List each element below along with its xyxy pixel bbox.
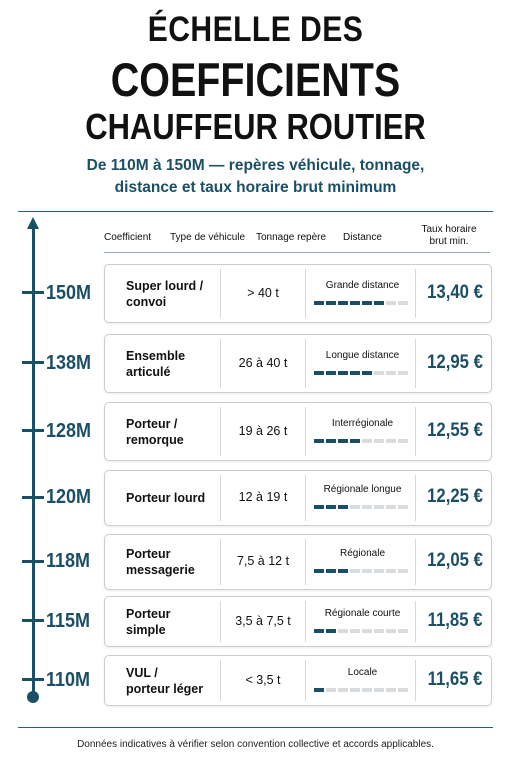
axis-tick — [22, 291, 44, 294]
distance-bar-segment — [386, 569, 396, 573]
distance-bar-segment — [362, 505, 372, 509]
vehicle-type: Super lourd / convoi — [126, 278, 204, 309]
distance-label: Grande distance — [325, 279, 400, 291]
distance-bar — [314, 505, 411, 509]
axis-tick — [22, 678, 44, 681]
distance-bar-segment — [338, 569, 348, 573]
vehicle-type: Ensemble articulé — [126, 348, 186, 379]
tonnage-value: 12 à 19 t — [238, 490, 288, 504]
column-divider — [305, 269, 306, 318]
distance-bar-segment — [386, 301, 396, 305]
hourly-rate: 12,55 € — [427, 419, 483, 441]
distance-bar-segment — [350, 371, 360, 375]
vehicle-type: Porteur simple — [126, 606, 171, 637]
distance-label: Interrégionale — [331, 417, 394, 429]
title-line-3: CHAUFFEUR ROUTIER — [85, 106, 426, 147]
distance-bar-segment — [314, 505, 324, 509]
distance-bar-segment — [362, 301, 372, 305]
distance-bar-segment — [326, 629, 336, 633]
tonnage-value: < 3,5 t — [245, 672, 281, 687]
column-divider — [415, 660, 416, 701]
tonnage-value: 26 à 40 t — [238, 355, 288, 370]
tonnage-value: 3,5 à 7,5 t — [235, 613, 291, 628]
subtitle-line-1: De 110M à 150M — repères véhicule, tonnage, — [86, 157, 425, 174]
vehicle-type: VUL / porteur léger — [126, 665, 204, 696]
distance-bar-segment — [374, 371, 384, 375]
coefficient-label: 120M — [46, 486, 92, 508]
distance-bar-segment — [398, 301, 408, 305]
column-divider — [415, 601, 416, 642]
axis-tick — [22, 429, 44, 432]
distance-bar-segment — [362, 569, 372, 573]
title-line-1: ÉCHELLE DES — [147, 10, 364, 49]
column-divider — [415, 475, 416, 521]
axis-end-dot — [27, 691, 39, 703]
coefficient-label: 110M — [46, 668, 91, 691]
distance-bar-segment — [338, 505, 348, 509]
column-header-vehicle: Type de véhicule — [170, 232, 246, 243]
distance-label: Régionale longue — [323, 484, 402, 495]
column-divider — [305, 601, 306, 642]
distance-bar — [314, 688, 411, 692]
distance-bar-segment — [338, 629, 348, 633]
distance-bar-segment — [350, 629, 360, 633]
distance-bar-segment — [326, 505, 336, 509]
hourly-rate: 11,85 € — [427, 609, 483, 631]
distance-bar — [314, 439, 411, 443]
column-divider — [415, 539, 416, 585]
distance-bar-segment — [398, 439, 408, 443]
column-header-coefficient: Coefficient — [104, 232, 152, 243]
distance-label: Locale — [347, 666, 378, 678]
distance-bar-segment — [398, 688, 408, 692]
table-row — [104, 264, 492, 323]
coefficient-label: 118M — [46, 550, 91, 572]
distance-bar-segment — [350, 301, 360, 305]
distance-bar-segment — [398, 569, 408, 573]
column-header-tonnage: Tonnage repère — [256, 232, 327, 243]
column-divider — [305, 339, 306, 388]
column-divider — [415, 339, 416, 388]
vehicle-type: Porteur messagerie — [126, 547, 195, 577]
distance-bar-segment — [338, 301, 348, 305]
column-divider — [305, 475, 306, 521]
distance-bar-segment — [386, 688, 396, 692]
distance-bar-segment — [374, 439, 384, 443]
header-divider — [104, 252, 490, 253]
distance-bar-segment — [398, 371, 408, 375]
distance-bar-segment — [374, 569, 384, 573]
table-row — [104, 402, 492, 461]
column-divider — [305, 539, 306, 585]
bottom-divider — [18, 727, 493, 728]
distance-bar-segment — [314, 371, 324, 375]
coefficient-label: 150M — [46, 281, 92, 304]
distance-bar-segment — [314, 439, 324, 443]
hourly-rate: 11,65 € — [427, 668, 483, 690]
distance-bar-segment — [350, 505, 360, 509]
table-row — [104, 596, 492, 647]
title-line-2: COEFFICIENTS — [110, 53, 401, 106]
distance-bar-segment — [386, 629, 396, 633]
distance-bar — [314, 569, 411, 573]
footer-note: Données indicatives à vérifier selon convention collective et accords applicables. — [77, 739, 434, 750]
coefficient-label: 128M — [46, 419, 92, 442]
hourly-rate: 12,25 € — [427, 486, 483, 507]
coefficient-axis — [32, 226, 35, 696]
table-row — [104, 534, 492, 590]
distance-bar-segment — [338, 439, 348, 443]
distance-bar-segment — [386, 505, 396, 509]
distance-bar-segment — [350, 688, 360, 692]
distance-bar-segment — [338, 371, 348, 375]
distance-bar-segment — [314, 688, 324, 692]
table-row — [104, 334, 492, 393]
distance-label: Longue distance — [325, 349, 400, 361]
distance-bar-segment — [386, 439, 396, 443]
distance-bar-segment — [326, 301, 336, 305]
distance-bar-segment — [326, 371, 336, 375]
distance-label: Régionale courte — [324, 607, 401, 619]
distance-bar — [314, 629, 411, 633]
coefficient-label: 138M — [46, 351, 92, 374]
axis-tick — [22, 496, 44, 499]
distance-bar-segment — [314, 629, 324, 633]
distance-bar-segment — [362, 688, 372, 692]
distance-bar-segment — [326, 439, 336, 443]
distance-bar-segment — [374, 505, 384, 509]
distance-label: Régionale — [339, 548, 386, 559]
distance-bar-segment — [362, 629, 372, 633]
axis-tick — [22, 619, 44, 622]
distance-bar-segment — [362, 371, 372, 375]
distance-bar-segment — [350, 569, 360, 573]
column-divider — [415, 407, 416, 456]
distance-bar-segment — [326, 688, 336, 692]
column-header-rate: Taux horaire brut min. — [421, 224, 477, 247]
table-row — [104, 655, 492, 706]
hourly-rate: 12,05 € — [427, 550, 483, 571]
distance-bar-segment — [362, 439, 372, 443]
table-row — [104, 470, 492, 526]
subtitle-line-2: distance et taux horaire brut minimum — [114, 179, 397, 196]
distance-bar-segment — [386, 371, 396, 375]
distance-bar-segment — [350, 439, 360, 443]
distance-bar — [314, 301, 411, 305]
axis-tick — [22, 361, 44, 364]
distance-bar-segment — [314, 569, 324, 573]
column-divider — [305, 660, 306, 701]
distance-bar-segment — [398, 629, 408, 633]
top-divider — [18, 211, 493, 212]
vehicle-type: Porteur lourd — [126, 491, 206, 505]
distance-bar-segment — [374, 629, 384, 633]
vehicle-type: Porteur / remorque — [126, 416, 184, 447]
distance-bar-segment — [314, 301, 324, 305]
distance-bar-segment — [326, 569, 336, 573]
column-divider — [415, 269, 416, 318]
axis-tick — [22, 560, 44, 563]
distance-bar-segment — [398, 505, 408, 509]
hourly-rate: 12,95 € — [427, 351, 483, 373]
tonnage-value: 7,5 à 12 t — [236, 554, 290, 568]
tonnage-value: > 40 t — [247, 285, 279, 300]
column-header-distance: Distance — [343, 232, 382, 243]
tonnage-value: 19 à 26 t — [238, 423, 288, 438]
distance-bar-segment — [374, 688, 384, 692]
distance-bar-segment — [374, 301, 384, 305]
distance-bar — [314, 371, 411, 375]
distance-bar-segment — [338, 688, 348, 692]
hourly-rate: 13,40 € — [427, 281, 483, 303]
column-divider — [305, 407, 306, 456]
coefficient-label: 115M — [46, 609, 91, 632]
